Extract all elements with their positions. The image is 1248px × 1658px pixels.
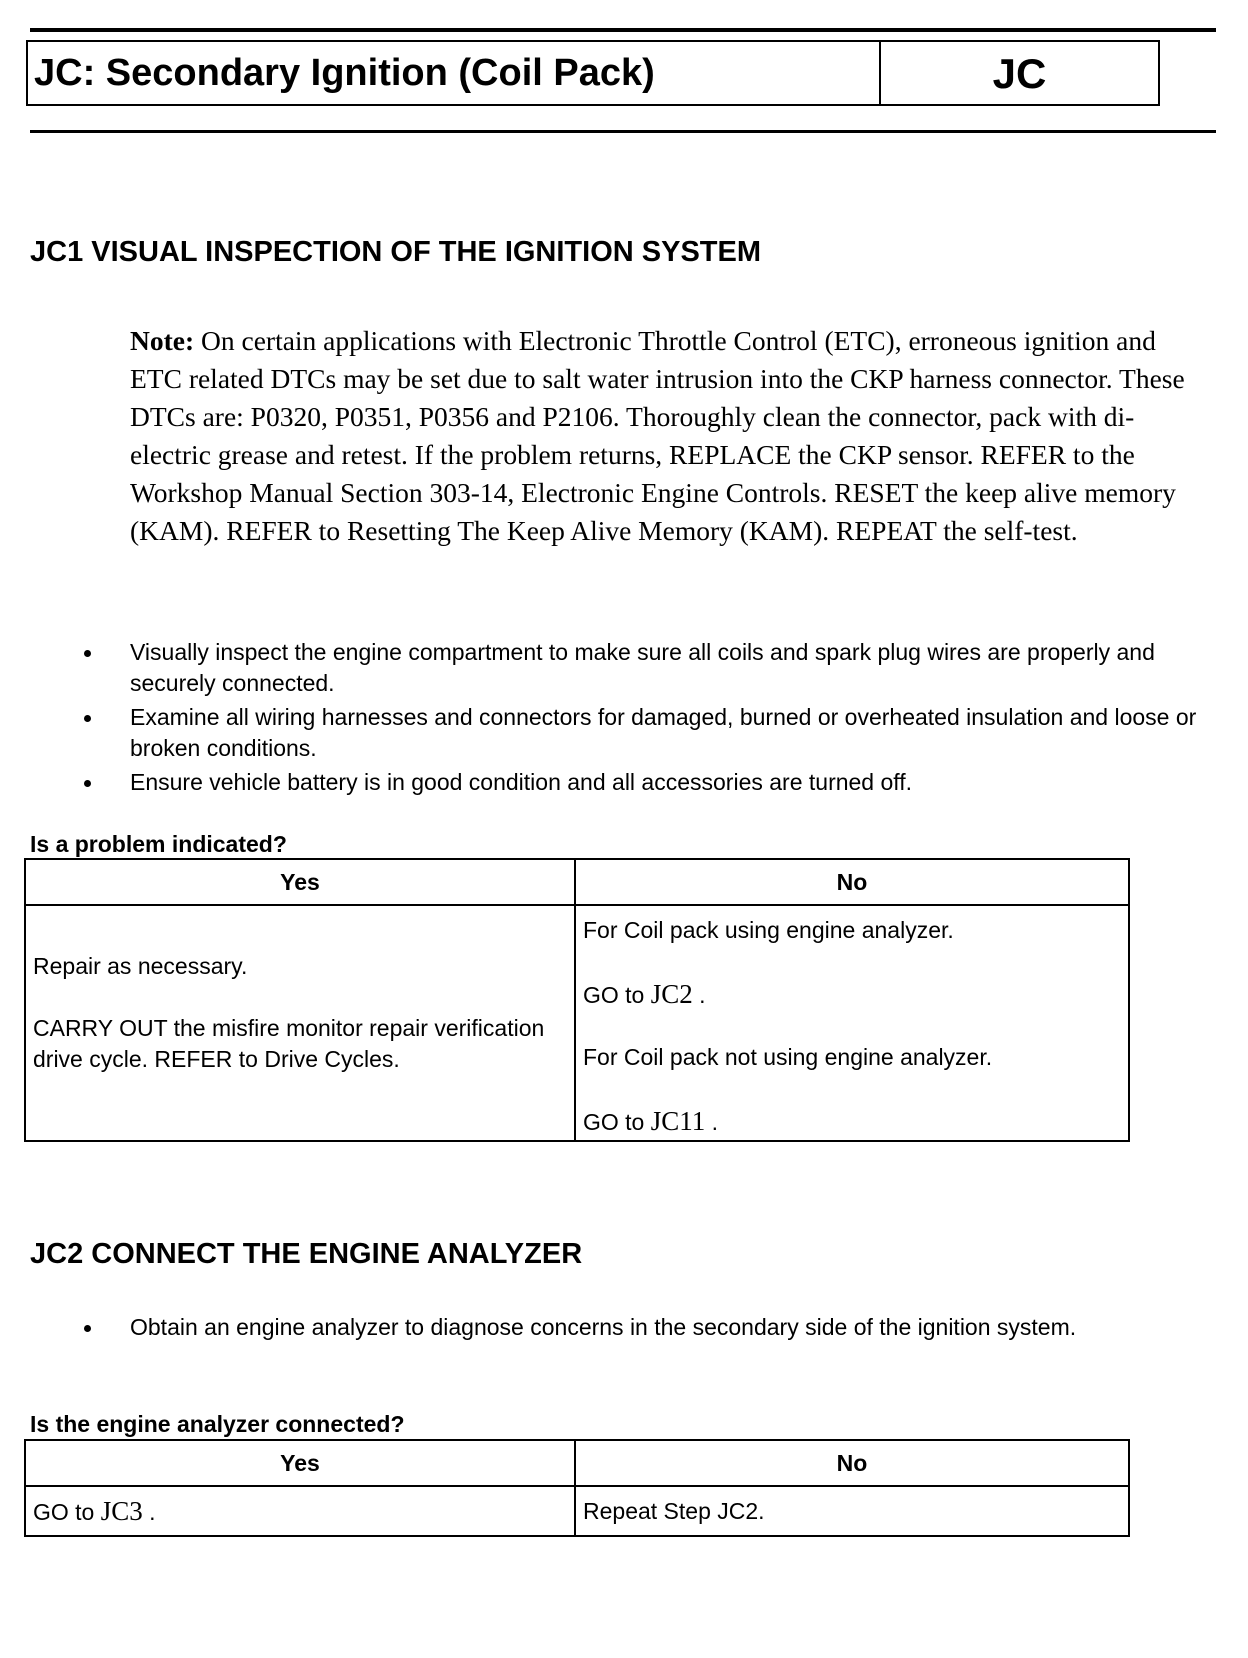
link-jc2[interactable]: JC2: [650, 979, 693, 1009]
link-jc3[interactable]: JC3: [100, 1495, 143, 1526]
list-item: Ensure vehicle battery is in good condition and all accessories are turned off.: [80, 767, 1210, 798]
bullet-icon: [84, 715, 91, 722]
no-cell: [575, 1486, 1129, 1536]
section-code: JC: [992, 50, 1047, 97]
bullet-icon: [84, 650, 91, 657]
list-item: Obtain an engine analyzer to diagnose concerns in the secondary side of the ignition system.: [80, 1312, 1210, 1343]
no-go-line-2: GO to JC11 .: [583, 1106, 719, 1136]
section-title-jc1: JC1 VISUAL INSPECTION OF THE IGNITION SYSTEM: [30, 236, 762, 268]
decision-table-jc1: [24, 858, 1130, 1142]
header-box: [26, 40, 1160, 106]
question-jc2: Is the engine analyzer connected?: [30, 1411, 405, 1437]
page-title: JC: Secondary Ignition (Coil Pack): [34, 52, 655, 94]
list-item: Examine all wiring harnesses and connectors for damaged, burned or overheated insulation and loose or broken conditions.: [80, 702, 1210, 764]
bullet-icon: [84, 780, 91, 787]
no-action: Repeat Step JC2.: [583, 1497, 765, 1524]
no-option-2: For Coil pack not using engine analyzer.: [583, 1044, 993, 1070]
yes-header: Yes: [25, 859, 575, 905]
no-option-1: For Coil pack using engine analyzer.: [583, 917, 954, 943]
header-bottom-rule: [30, 130, 1216, 133]
section-title-jc2: JC2 CONNECT THE ENGINE ANALYZER: [30, 1238, 583, 1270]
jc2-bullet-list: [80, 1312, 1210, 1346]
note-label: Note:: [130, 325, 195, 356]
bullet-icon: [84, 1325, 91, 1332]
yes-action: Repair as necessary.: [33, 953, 248, 979]
link-jc11[interactable]: JC11: [650, 1106, 706, 1136]
note-paragraph: [130, 322, 1210, 550]
yes-cell: [25, 1486, 575, 1536]
no-go-line-1: GO to JC2 .: [583, 979, 706, 1009]
no-header: No: [575, 1440, 1129, 1486]
question-jc1: Is a problem indicated?: [30, 831, 287, 857]
yes-drive-cycle: CARRY OUT the misfire monitor repair verification drive cycle. REFER to Drive Cycles.: [33, 1015, 545, 1072]
decision-table-jc2: [24, 1439, 1130, 1537]
no-header: No: [575, 859, 1129, 905]
yes-cell: [25, 905, 575, 1141]
note-text: On certain applications with Electronic Throttle Control (ETC), erroneous ignition and ETC related DTCs may be set due to salt water intrusion into the CKP harness connector. These DTCs are: P0320, P0351, P0356 and P2106. Thoroughly clean the connector, pack with di-electric grease and retest. If the problem returns, REPLACE the CKP sensor. REFER to the Workshop Manual Section 303-14, Electronic Engine Controls. RESET the keep alive memory (KAM). REFER to Resetting The Keep Alive Memory (KAM). REPEAT the self-test.: [130, 325, 1185, 546]
jc1-bullet-list: [80, 637, 1210, 801]
yes-go-line: GO to JC3 .: [33, 1495, 156, 1526]
top-rule: [30, 28, 1216, 32]
no-cell: [575, 905, 1129, 1141]
list-item: Visually inspect the engine compartment to make sure all coils and spark plug wires are properly and securely connected.: [80, 637, 1210, 699]
yes-header: Yes: [25, 1440, 575, 1486]
